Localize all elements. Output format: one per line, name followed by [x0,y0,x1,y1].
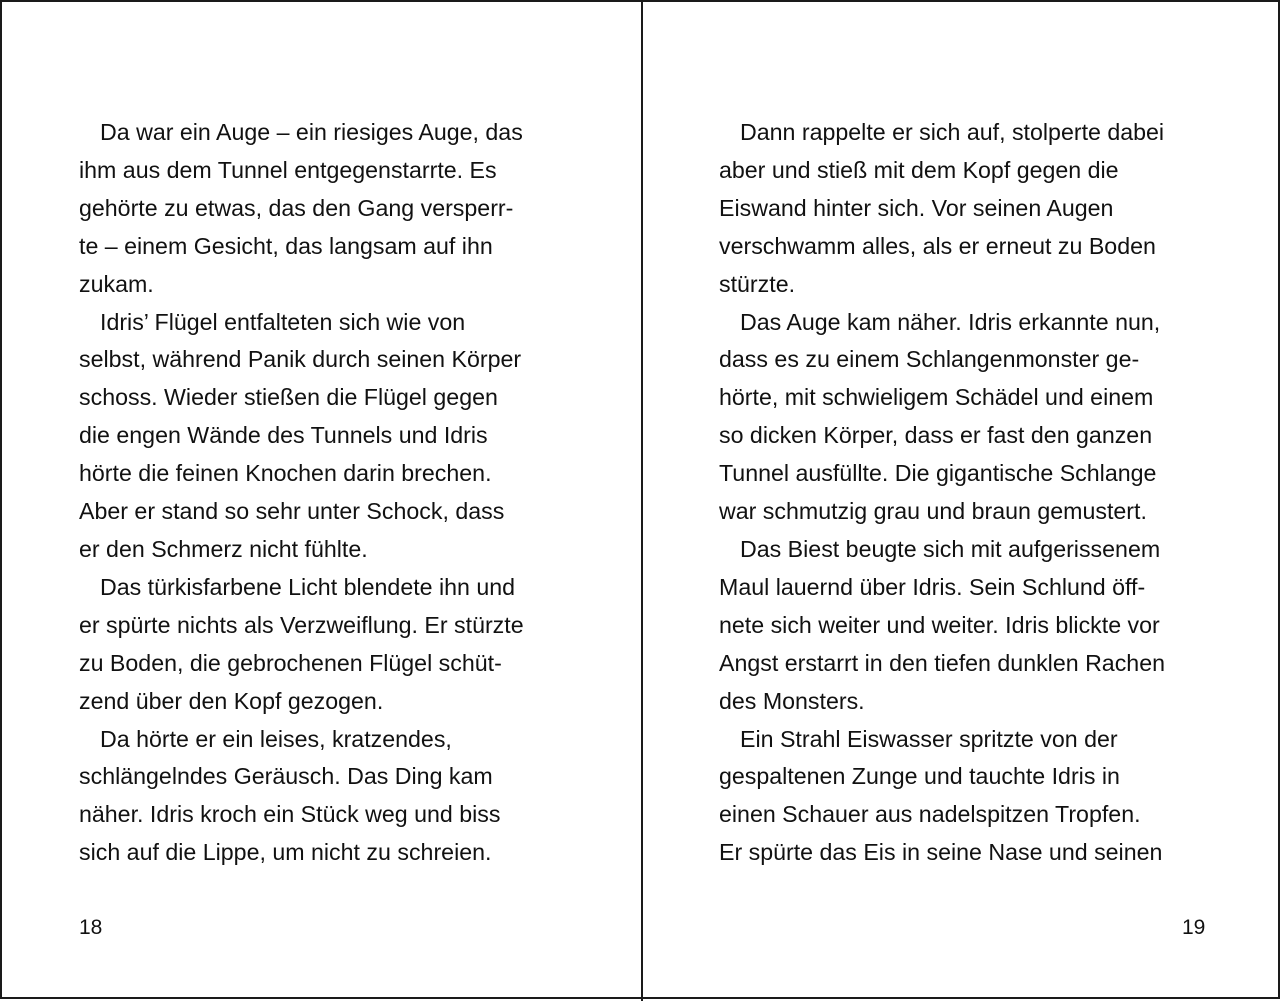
text-line: Angst erstarrt in den tiefen dunklen Rachen [719,649,1165,676]
paragraph [79,304,579,569]
right-page [643,2,1280,1001]
text-line: des Monsters. [719,687,865,714]
paragraph [719,721,1219,873]
text-line: Maul lauernd über Idris. Sein Schlund öff- [719,573,1146,600]
page-number: 19 [1182,916,1206,939]
paragraph [79,114,579,304]
left-page [2,2,641,1001]
text-line: Aber er stand so sehr unter Schock, dass [79,498,505,525]
text-line: selbst, während Panik durch seinen Körper [79,346,522,373]
text-line: sich auf die Lippe, um nicht zu schreien. [79,839,492,866]
paragraph [79,569,579,721]
text-line: zend über den Kopf gezogen. [79,687,384,714]
text-line: so dicken Körper, dass er fast den ganzen [719,422,1153,449]
text-line: Tunnel ausfüllte. Die gigantische Schlange [719,460,1157,487]
paragraph [719,531,1219,721]
text-line: hörte, mit schwieligem Schädel und einem [719,384,1154,411]
text-line: Das Auge kam näher. Idris erkannte nun, [740,308,1161,335]
text-line: schlängelndes Geräusch. Das Ding kam [79,763,493,790]
text-line: aber und stieß mit dem Kopf gegen die [719,156,1119,183]
text-line: Ein Strahl Eiswasser spritzte von der [740,725,1118,752]
text-line: Dann rappelte er sich auf, stolperte dabei [740,119,1165,145]
paragraph [719,114,1219,304]
text-line: Er spürte das Eis in seine Nase und seinen [719,839,1163,866]
text-line: gehörte zu etwas, das den Gang versperr- [79,194,514,221]
right-page-text [719,114,1219,872]
text-line: dass es zu einem Schlangenmonster ge- [719,346,1140,373]
text-line: hörte die feinen Knochen darin brechen. [79,460,492,487]
text-line: Eiswand hinter sich. Vor seinen Augen [719,194,1114,221]
paragraph [79,721,579,873]
text-line: die engen Wände des Tunnels und Idris [79,422,488,449]
text-line: nete sich weiter und weiter. Idris blickte vor [719,611,1160,638]
text-line: schoss. Wieder stießen die Flügel gegen [79,384,498,411]
text-line: Idris’ Flügel entfalteten sich wie von [100,308,466,335]
text-line: zu Boden, die gebrochenen Flügel schüt- [79,649,502,676]
text-line: näher. Idris kroch ein Stück weg und biss [79,801,501,828]
text-line: ihm aus dem Tunnel entgegenstarrte. Es [79,156,497,183]
text-line: stürzte. [719,270,796,297]
text-line: einen Schauer aus nadelspitzen Tropfen. [719,801,1141,828]
text-line: Das türkisfarbene Licht blendete ihn und [100,573,516,600]
text-line: verschwamm alles, als er erneut zu Boden [719,232,1156,259]
text-line: te – einem Gesicht, das langsam auf ihn [79,232,493,259]
page-number: 18 [79,916,103,939]
paragraph [719,304,1219,531]
text-line: war schmutzig grau und braun gemustert. [719,498,1147,525]
text-line: gespaltenen Zunge und tauchte Idris in [719,763,1120,790]
text-line: zukam. [79,270,154,297]
text-line: er den Schmerz nicht fühlte. [79,535,368,562]
left-page-text [79,114,579,872]
text-line: Da hörte er ein leises, kratzendes, [100,725,452,752]
text-line: Da war ein Auge – ein riesiges Auge, das [100,119,523,145]
text-line: Das Biest beugte sich mit aufgerissenem [740,535,1161,562]
text-line: er spürte nichts als Verzweiflung. Er stürzte [79,611,524,638]
